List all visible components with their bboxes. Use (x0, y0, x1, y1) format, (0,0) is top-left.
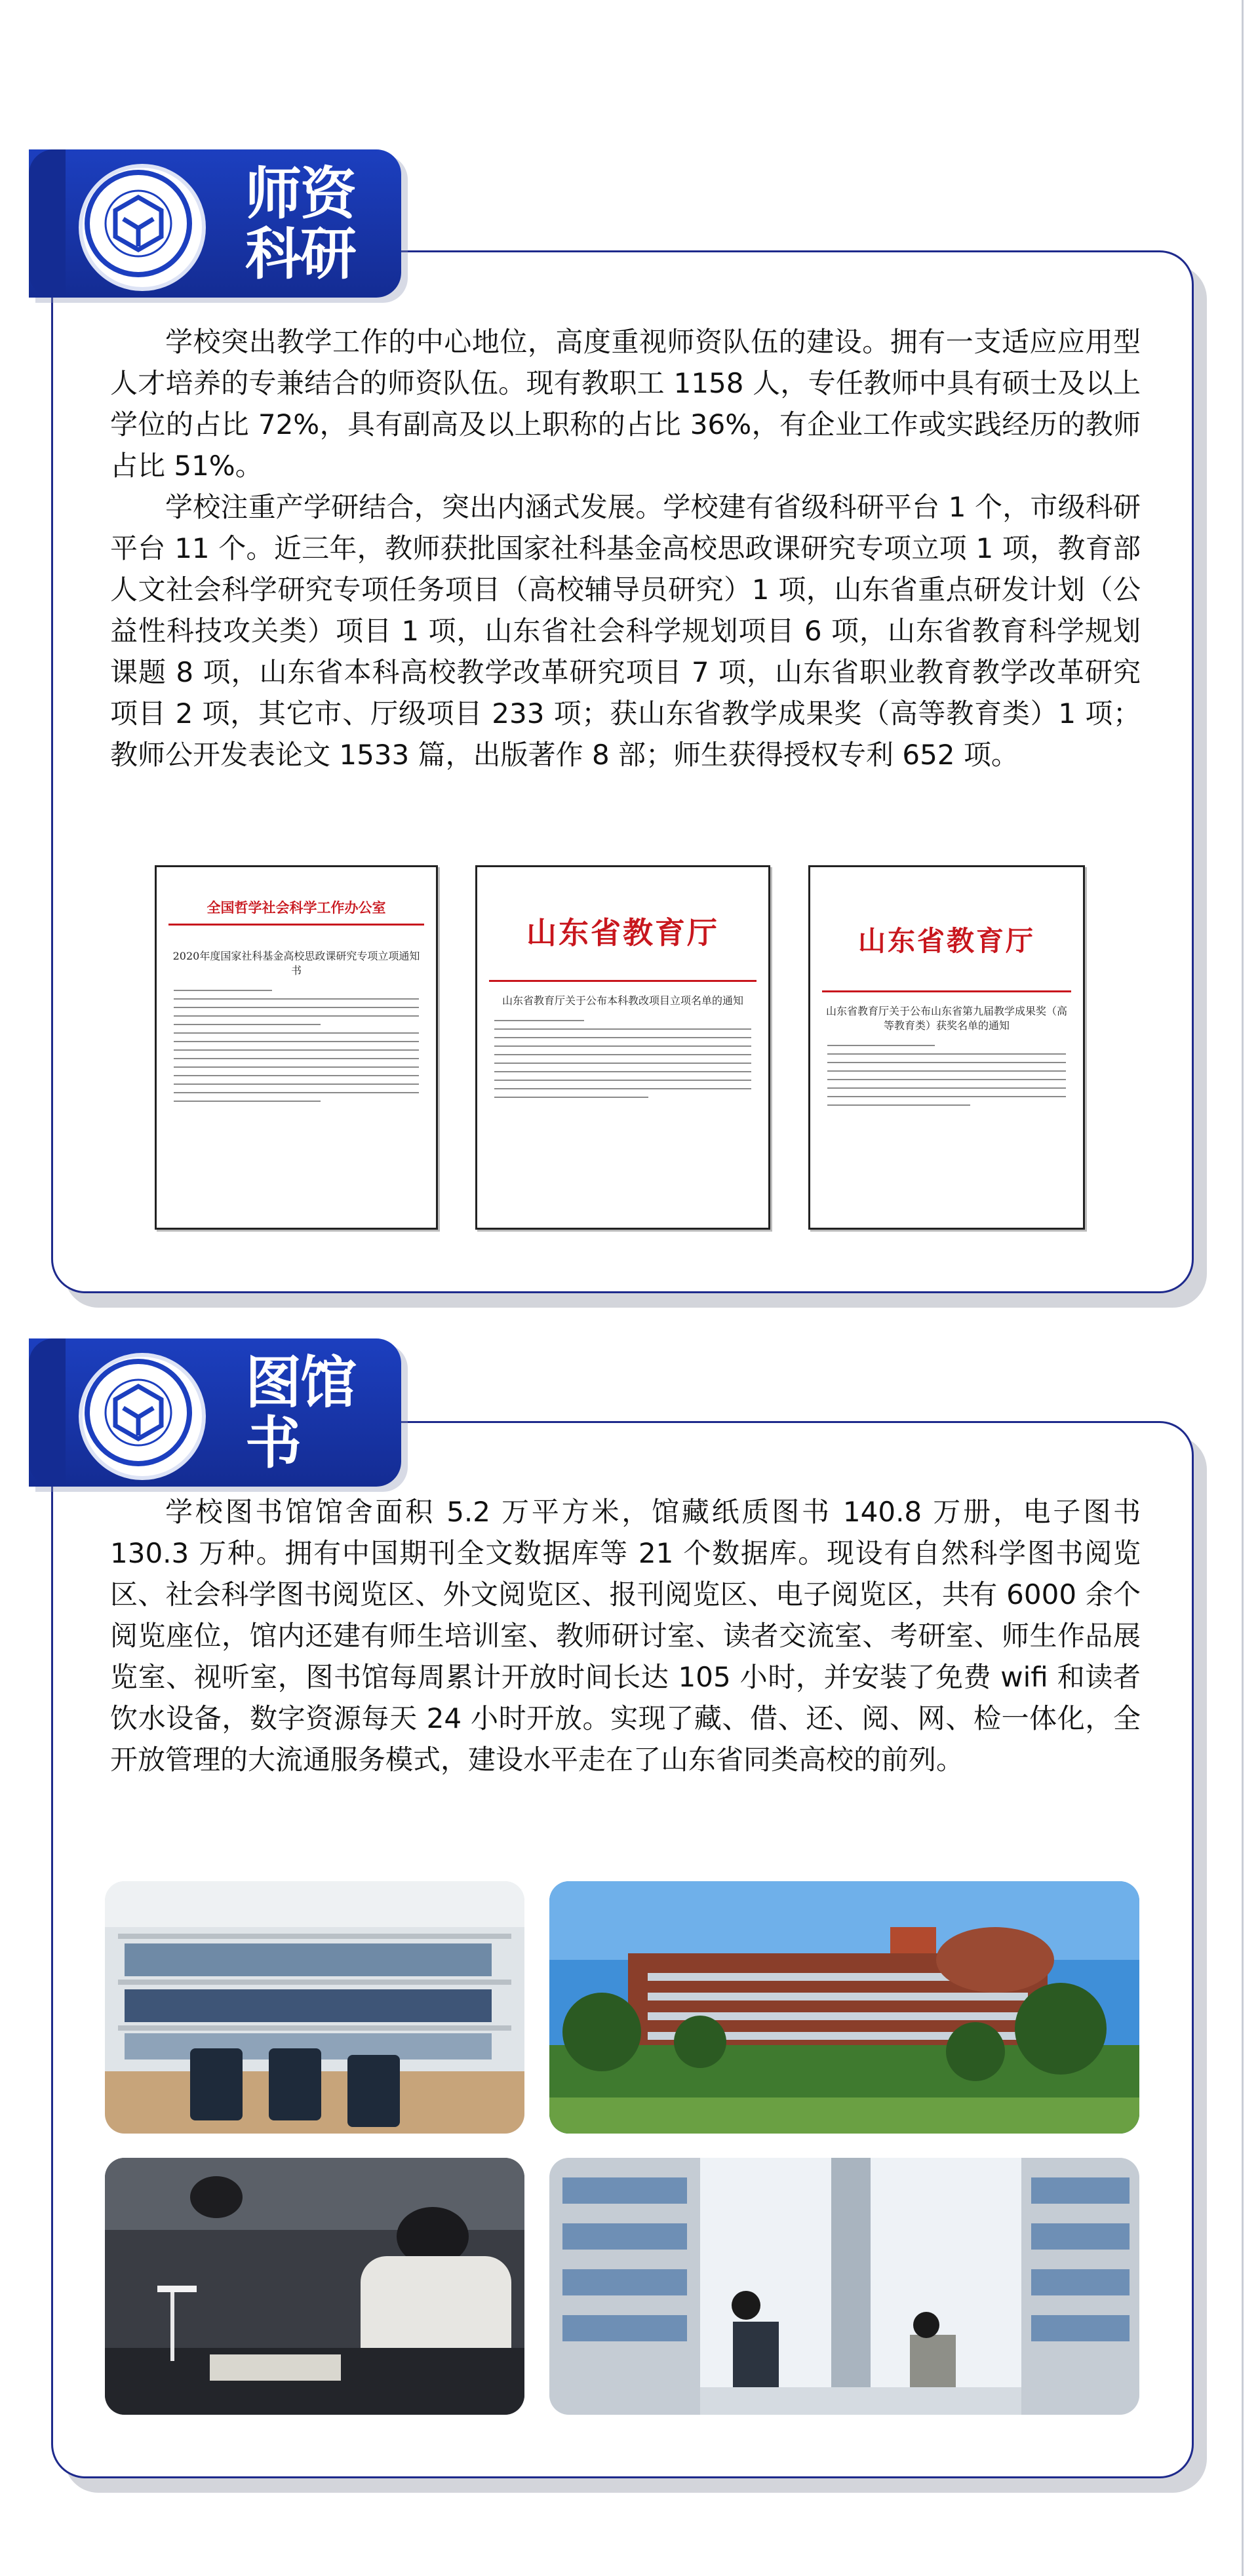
document-body-lines (174, 990, 419, 1102)
faculty-research-text (110, 321, 1141, 775)
section-title: 师资 科研 (245, 161, 355, 287)
document-image-notice (155, 865, 438, 1230)
photo-bookshelves-reading-room (105, 1881, 524, 2134)
paragraph: 学校注重产学研结合，突出内涵式发展。学校建有省级科研平台 1 个，市级科研平台 11 个。近三年，教师获批国家社科基金高校思政课研究专项立项 1 项，教育部人文社会科学研究专项任务项目（高校辅导员研究）1 项，山东省重点研发计划（公益性科技攻关类）项目 1 项，山东省社会科学规划项目 6 项，山东省教育科学规划课题 8 项，山东省本科高校教学改革研究项目 7 项，山东省职业教育教学改革研究项目 2 项，其它市、厅级项目 233 项；获山东省教学成果奖（高等教育类）1 项；教师公开发表论文 1533 篇，出版著作 8 部；师生获得授权专利 652 项。 (110, 491, 1141, 771)
section-title: 图馆 书 (245, 1350, 355, 1476)
document-image-reform-projects (475, 865, 770, 1230)
university-seal-logo (79, 1353, 206, 1480)
paragraph: 学校突出教学工作的中心地位，高度重视师资队伍的建设。拥有一支适应应用型人才培养的专兼结合的师资队伍。现有教职工 1158 人，专任教师中具有硕士及以上学位的占比 72%，具有副高及以上职称的占比 36%，有企业工作或实践经历的教师占比 51%。 (110, 326, 1141, 482)
document-body-lines (494, 1020, 751, 1098)
document-rule (822, 990, 1071, 992)
document-image-teaching-award (808, 865, 1085, 1230)
photo-student-reading-between-shelves (549, 2158, 1139, 2415)
document-title: 山东省教育厅关于公布本科教改项目立项名单的通知 (501, 994, 743, 1007)
document-header: 全国哲学社会科学工作办公室 (168, 897, 424, 926)
document-title: 2020年度国家社科基金高校思政课研究专项立项通知书 (172, 950, 420, 977)
document-rule (489, 980, 757, 982)
document-header: 山东省教育厅 (857, 925, 1035, 957)
photo-students-studying (105, 2158, 524, 2415)
right-edge-rule (1242, 0, 1244, 2576)
photo-library-building (549, 1881, 1139, 2134)
document-body-lines (827, 1045, 1066, 1106)
document-title: 山东省教育厅关于公布山东省第九届教学成果奖（高等教育类）获奖名单的通知 (825, 1005, 1067, 1032)
faculty-research-tab (29, 149, 401, 298)
paragraph: 学校图书馆馆舍面积 5.2 万平方米，馆藏纸质图书 140.8 万册，电子图书 130.3 万种。拥有中国期刊全文数据库等 21 个数据库。现设有自然科学图书阅览区、社会科学图书阅览区、外文阅览区、报刊阅览区、电子阅览区，共有 6000 余个阅览座位，馆内还建有师生培训室、教师研讨室、读者交流室、考研室、师生作品展览室、视听室，图书馆每周累计开放时间长达 105 小时，并安装了免费 wifi 和读者饮水设备，数字资源每天 24 小时开放。实现了藏、借、还、阅、网、检一体化，全开放管理的大流通服务模式，建设水平走在了山东省同类高校的前列。 (110, 1496, 1141, 1776)
university-seal-logo (79, 164, 206, 291)
library-text (110, 1491, 1141, 1780)
document-header: 山东省教育厅 (526, 915, 719, 950)
library-tab (29, 1338, 401, 1487)
